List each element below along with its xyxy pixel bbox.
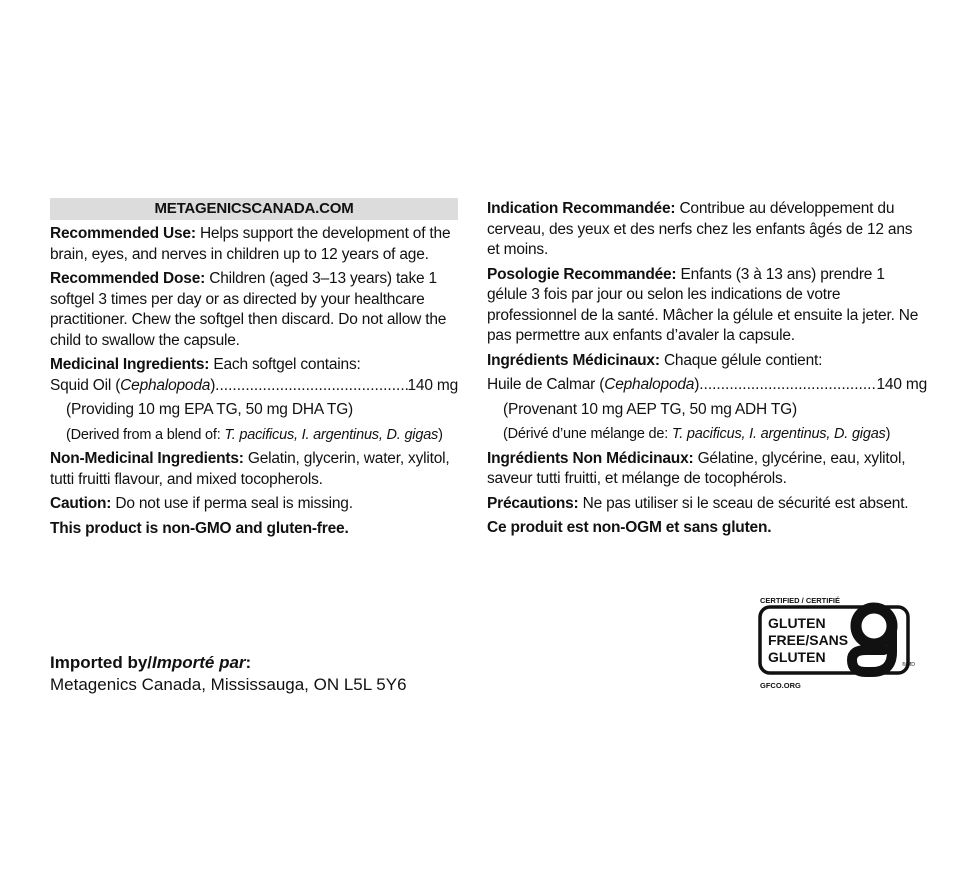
posologie-text: Enfants (3 à 13 ans) prendre 1 gélule 3 fois par jour ou selon les indications de votre professionnel de la santé. Mâcher la gélule et ensuite la jeter. Ne pas permettre aux enfants d’avaler la capsule. — [487, 265, 919, 344]
gmo-statement: This product is non-GMO and gluten-free. — [50, 519, 349, 537]
recommended-dose — [50, 269, 458, 351]
importer-label: Imported by/Importé par: — [50, 653, 252, 672]
french-panel — [487, 199, 927, 543]
recommended-dose-label: Recommended Dose: — [50, 270, 206, 287]
ingredients-medicinaux-text: Chaque gélule contient: — [663, 351, 823, 369]
medicinal-ingredients-label: Medicinal Ingredients: — [50, 356, 210, 373]
indication-label: Indication Recommandée: — [487, 200, 676, 217]
provenant-line: (Provenant 10 mg AEP TG, 50 mg ADH TG) — [503, 400, 797, 418]
medicinal-ingredients — [50, 355, 458, 445]
importer-block — [50, 652, 470, 696]
ingredients-medicinaux — [487, 351, 927, 445]
ingredient-row-fr — [487, 375, 927, 396]
non-medicinal-ingredients — [50, 449, 458, 490]
non-medicinal-text: Gelatin, glycerin, water, xylitol, tutti fruitti flavour, and mixed tocopherols. — [50, 450, 450, 488]
english-panel — [50, 198, 458, 543]
caution — [50, 494, 458, 515]
ingredient-row — [50, 376, 458, 397]
leader-dots — [215, 376, 407, 397]
g-swirl-icon — [852, 608, 892, 672]
recommended-use-label: Recommended Use: — [50, 225, 196, 242]
logo-line-3: GLUTEN — [768, 649, 826, 665]
non-medicinal-label: Non-Medicinal Ingredients: — [50, 450, 244, 467]
caution-label: Caution: — [50, 495, 112, 512]
non-medicinaux-text: Gélatine, glycérine, eau, xylitol, saveur tutti fruitti, et mélange de tocophérols. — [487, 449, 906, 487]
website-banner: METAGENICSCANADA.COM — [50, 198, 458, 220]
recommended-dose-text: Children (aged 3–13 years) take 1 softgel 3 times per day or as directed by your healthcare practitioner. Chew the softgel then discard. Do not allow the child to swallow the capsule. — [50, 270, 447, 349]
leader-dots-fr — [699, 375, 876, 396]
logo-trademark: ®/MD — [902, 662, 915, 668]
posologie-label: Posologie Recommandée: — [487, 265, 677, 283]
precautions-text: Ne pas utiliser si le sceau de sécurité est absent. — [582, 494, 909, 512]
logo-line-2: FREE/SANS — [768, 632, 849, 648]
providing-line: (Providing 10 mg EPA TG, 50 mg DHA TG) — [66, 401, 354, 418]
precautions-label: Précautions: — [487, 494, 579, 512]
ingredients-non-medicinaux — [487, 449, 927, 490]
logo-line-1: GLUTEN — [768, 615, 826, 631]
recommended-use — [50, 224, 458, 265]
logo-certified-text: CERTIFIED / CERTIFIÉ — [760, 596, 841, 605]
ogm-statement: Ce produit est non-OGM et sans gluten. — [487, 519, 772, 536]
ingredient-name: Squid Oil (Cephalopoda) — [50, 376, 216, 394]
indication-recommandee — [487, 199, 927, 261]
caution-text: Do not use if perma seal is missing. — [115, 495, 353, 512]
posologie-recommandee — [487, 265, 927, 347]
derive-line: (Dérivé d’une mélange de: T. pacificus, I. argentinus, D. gigas) — [503, 426, 891, 442]
non-medicinaux-label: Ingrédients Non Médicinaux: — [487, 449, 694, 467]
recommended-use-text: Helps support the development of the brain, eyes, and nerves in children up to 12 years of age. — [50, 225, 451, 263]
ingredient-name-fr: Huile de Calmar (Cephalopoda) — [487, 376, 700, 393]
logo-site-text: GFCO.ORG — [760, 681, 801, 690]
medicinal-ingredients-text: Each softgel contains: — [213, 356, 361, 373]
precautions — [487, 494, 927, 515]
ingredient-amount: 140 mg — [407, 376, 458, 394]
derived-line: (Derived from a blend of: T. pacificus, I. argentinus, D. gigas) — [66, 426, 443, 443]
ingredient-amount-fr: 140 mg — [876, 376, 927, 393]
gluten-free-certification-logo — [756, 592, 926, 692]
indication-text: Contribue au développement du cerveau, des yeux et des nerfs chez les enfants âgés de 12 ans et moins. — [487, 200, 913, 258]
ingredients-medicinaux-label: Ingrédients Médicinaux: — [487, 351, 660, 369]
importer-address: Metagenics Canada, Mississauga, ON L5L 5Y6 — [50, 675, 407, 694]
